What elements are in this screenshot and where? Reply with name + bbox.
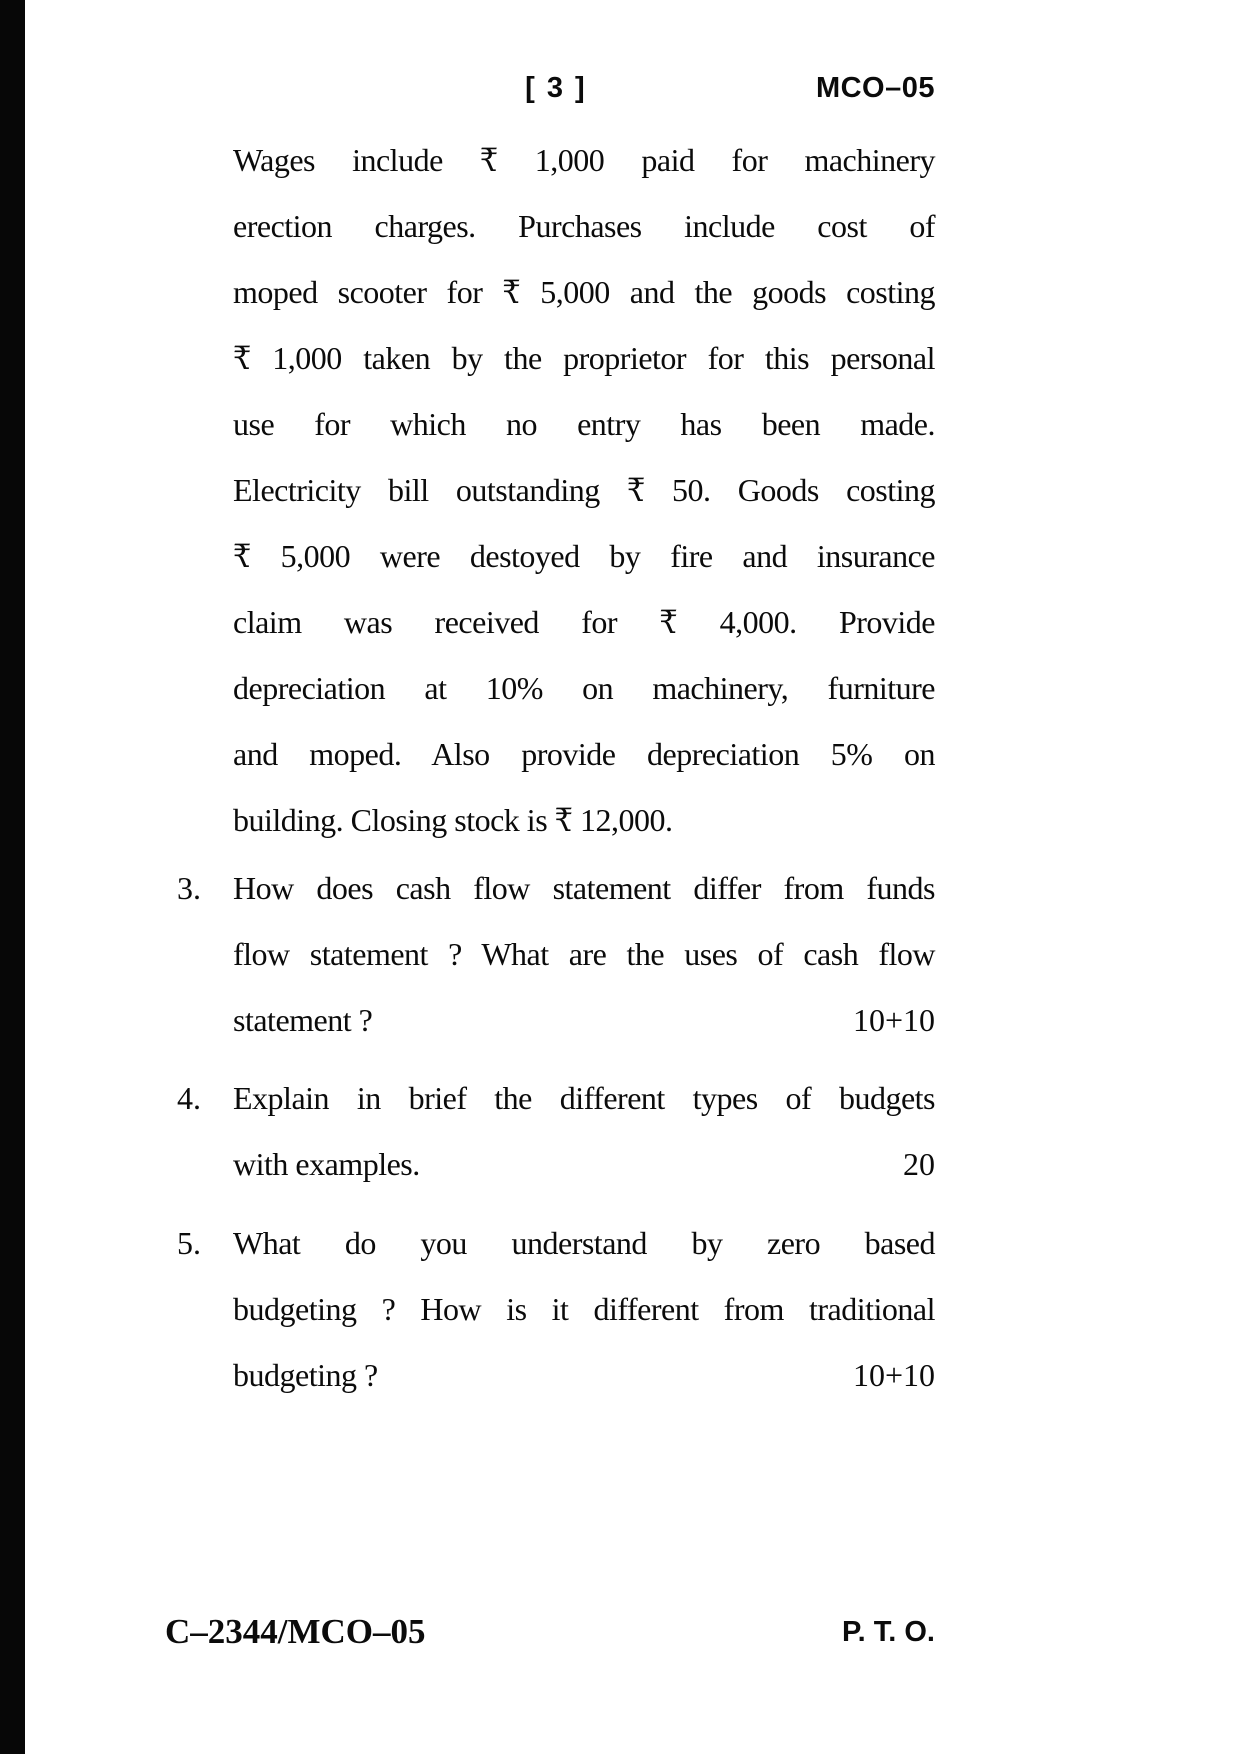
booklet-code: C–2344/MCO–05 <box>165 1612 426 1651</box>
text-line: claim was received for ₹ 4,000. Provide <box>233 604 935 640</box>
text-line: What do you understand by zero based <box>233 1225 935 1261</box>
question-number: 4. <box>177 1080 201 1116</box>
scan-edge-bar <box>0 0 25 1754</box>
text-line: ₹ 1,000 taken by the proprietor for this personal <box>233 340 935 376</box>
page-footer <box>165 1612 935 1656</box>
text-line: use for which no entry has been made. <box>233 406 935 442</box>
text-line: budgeting ? <box>233 1357 378 1393</box>
text-line: Electricity bill outstanding ₹ 50. Goods costing <box>233 472 935 508</box>
question-number: 3. <box>177 870 201 906</box>
text-line: statement ? <box>233 1002 373 1038</box>
question-2-continuation-paragraph <box>233 127 935 853</box>
page-number: [ 3 ] <box>525 72 587 104</box>
question-text <box>233 1065 935 1197</box>
text-line: ₹ 5,000 were destoyed by fire and insurance <box>233 538 935 574</box>
text-line: flow statement ? What are the uses of cash flow <box>233 936 935 972</box>
pto-note: P. T. O. <box>842 1616 935 1648</box>
question-marks: 10+10 <box>835 1342 935 1408</box>
page-header <box>233 72 935 112</box>
question-3 <box>177 855 935 1053</box>
text-line: with examples. <box>233 1146 420 1182</box>
text-line: Wages include ₹ 1,000 paid for machinery <box>233 142 935 178</box>
question-text <box>233 1210 935 1408</box>
text-line: building. Closing stock is ₹ 12,000. <box>233 802 673 838</box>
text-line: How does cash flow statement differ from funds <box>233 870 935 906</box>
question-number: 5. <box>177 1225 201 1261</box>
question-4 <box>177 1065 935 1197</box>
text-line: moped scooter for ₹ 5,000 and the goods costing <box>233 274 935 310</box>
question-5 <box>177 1210 935 1408</box>
question-marks: 10+10 <box>835 987 935 1053</box>
text-line: Explain in brief the different types of budgets <box>233 1080 935 1116</box>
text-line: budgeting ? How is it different from traditional <box>233 1291 935 1327</box>
text-line: erection charges. Purchases include cost of <box>233 208 935 244</box>
paper-code: MCO–05 <box>815 72 935 104</box>
question-text <box>233 855 935 1053</box>
question-marks: 20 <box>885 1131 935 1197</box>
text-line: and moped. Also provide depreciation 5% on <box>233 736 935 772</box>
text-line: depreciation at 10% on machinery, furniture <box>233 670 935 706</box>
